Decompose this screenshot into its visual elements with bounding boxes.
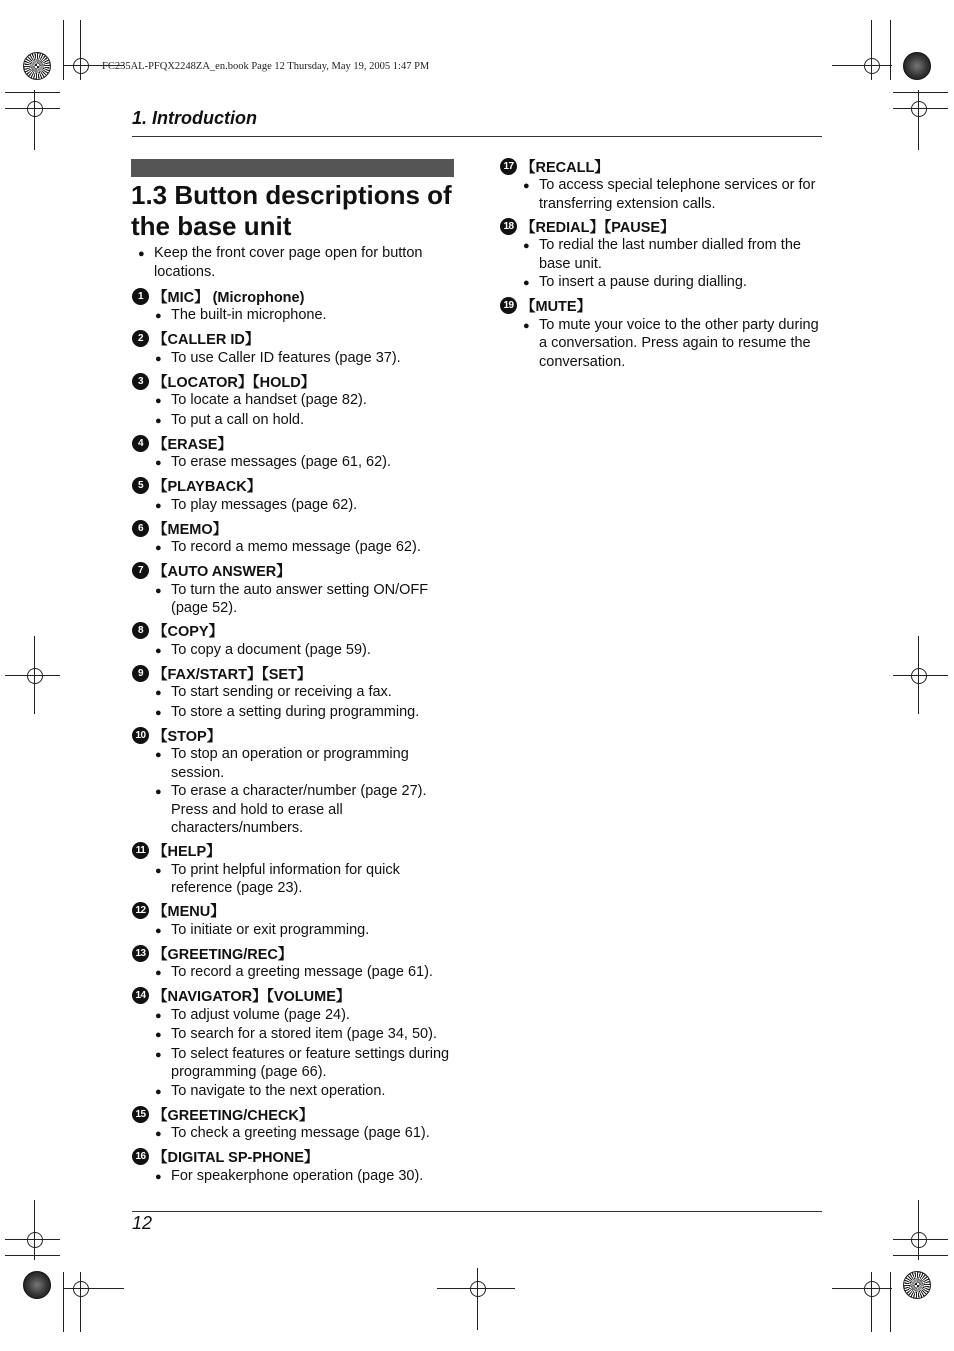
button-entry-heading bbox=[132, 986, 462, 1006]
button-entry-heading bbox=[132, 841, 462, 861]
description-list bbox=[132, 921, 462, 941]
intro-note bbox=[138, 244, 462, 281]
left-column bbox=[132, 244, 462, 1188]
description-text: To search for a stored item (page 34, 50). bbox=[171, 1026, 437, 1042]
crosshair-mark bbox=[911, 101, 927, 117]
description-item bbox=[155, 496, 462, 516]
button-entry bbox=[132, 986, 462, 1102]
button-name: 【HELP】 bbox=[153, 844, 221, 860]
description-text: To mute your voice to the other party during a conversation. Press again to resume the conversation. bbox=[539, 316, 819, 370]
callout-number-icon: 18 bbox=[500, 218, 517, 235]
callout-number-icon: 14 bbox=[132, 987, 149, 1004]
crop-line bbox=[5, 1239, 60, 1240]
crop-line bbox=[893, 92, 948, 93]
button-name: 【CALLER ID】 bbox=[153, 332, 260, 348]
button-entry-heading bbox=[500, 216, 830, 236]
description-item bbox=[523, 176, 830, 213]
crop-line bbox=[5, 92, 60, 93]
description-text: To redial the last number dialled from the base unit. bbox=[539, 237, 801, 272]
button-entry-heading bbox=[132, 476, 462, 496]
crop-line bbox=[63, 1272, 64, 1332]
description-item bbox=[155, 306, 462, 326]
button-name: 【GREETING/CHECK】 bbox=[153, 1107, 314, 1124]
crosshair-mark bbox=[864, 1281, 880, 1297]
bullet-icon: ● bbox=[155, 749, 162, 761]
crosshair-mark bbox=[27, 101, 43, 117]
description-text: To navigate to the next operation. bbox=[171, 1082, 386, 1099]
callout-number-icon: 17 bbox=[500, 158, 517, 175]
button-name: 【MIC】 (Microphone) bbox=[153, 289, 305, 306]
bullet-icon: ● bbox=[155, 1009, 162, 1022]
button-name: 【GREETING/REC】 bbox=[153, 946, 293, 963]
crop-line bbox=[5, 1255, 60, 1256]
button-entry-heading bbox=[132, 286, 462, 306]
button-entry-heading bbox=[500, 296, 830, 316]
callout-number-icon: 15 bbox=[132, 1106, 149, 1123]
callout-number-icon: 3 bbox=[132, 373, 149, 390]
description-item bbox=[155, 641, 462, 661]
crop-line bbox=[918, 90, 919, 150]
callout-number-icon: 2 bbox=[132, 330, 149, 347]
description-item bbox=[155, 1082, 462, 1102]
page-number: 12 bbox=[132, 1213, 153, 1233]
button-entry bbox=[132, 371, 462, 430]
button-entry-heading bbox=[132, 1147, 462, 1167]
chapter-heading: 1. Introduction bbox=[132, 108, 257, 128]
description-text: To record a greeting message (page 61). bbox=[171, 964, 433, 980]
description-text: To put a call on hold. bbox=[171, 411, 305, 428]
button-entry-heading bbox=[132, 725, 462, 745]
intro-text: Keep the front cover page open for button locations. bbox=[154, 245, 423, 280]
crop-line bbox=[918, 636, 919, 714]
crosshair-mark bbox=[911, 668, 927, 684]
crop-line bbox=[893, 675, 948, 676]
description-item bbox=[155, 538, 462, 558]
bullet-icon: ● bbox=[523, 277, 530, 289]
bullet-icon: ● bbox=[523, 240, 530, 252]
description-item bbox=[155, 581, 462, 618]
description-list bbox=[132, 1006, 462, 1102]
button-entry bbox=[132, 561, 462, 618]
crosshair-mark bbox=[27, 668, 43, 684]
bullet-icon: ● bbox=[155, 457, 162, 469]
button-name: 【FAX/START】【SET】 bbox=[153, 666, 312, 683]
crop-line bbox=[890, 1272, 891, 1332]
bullet-icon: ● bbox=[523, 319, 530, 332]
bullet-icon: ● bbox=[155, 864, 162, 877]
button-name: 【MUTE】 bbox=[521, 299, 592, 315]
description-list bbox=[132, 581, 462, 618]
crosshair-mark bbox=[27, 1232, 43, 1248]
description-item bbox=[155, 745, 462, 782]
crosshair-mark bbox=[911, 1232, 927, 1248]
button-entry bbox=[132, 901, 462, 941]
callout-number-icon: 16 bbox=[132, 1148, 149, 1165]
button-entry bbox=[132, 1147, 462, 1187]
callout-number-icon: 5 bbox=[132, 477, 149, 494]
section-title-bar bbox=[131, 159, 454, 177]
button-entry bbox=[132, 841, 462, 898]
bullet-icon: ● bbox=[155, 687, 162, 699]
description-item bbox=[155, 963, 462, 983]
description-list bbox=[132, 306, 462, 326]
crop-line bbox=[80, 1272, 81, 1332]
button-name: 【NAVIGATOR】【VOLUME】 bbox=[153, 989, 351, 1005]
description-item bbox=[155, 349, 462, 369]
callout-number-icon: 11 bbox=[132, 842, 149, 859]
description-item bbox=[155, 782, 462, 838]
button-name: 【REDIAL】【PAUSE】 bbox=[521, 219, 675, 236]
description-text: The built-in microphone. bbox=[171, 307, 327, 323]
button-name: 【LOCATOR】【HOLD】 bbox=[153, 374, 316, 391]
bullet-icon: ● bbox=[155, 352, 162, 365]
description-list bbox=[132, 641, 462, 661]
crop-line bbox=[477, 1268, 478, 1330]
crop-line bbox=[63, 20, 64, 80]
description-list bbox=[132, 1167, 462, 1187]
crop-line bbox=[893, 1239, 948, 1240]
description-list bbox=[500, 236, 830, 293]
button-name: 【AUTO ANSWER】 bbox=[153, 564, 291, 580]
button-entry-heading bbox=[132, 1104, 462, 1124]
registration-mark-top-right bbox=[903, 52, 931, 80]
crop-line bbox=[871, 20, 872, 80]
crosshair-mark bbox=[73, 58, 89, 74]
description-item bbox=[523, 273, 830, 293]
button-entry bbox=[132, 433, 462, 473]
bullet-icon: ● bbox=[155, 1029, 162, 1041]
description-text: To copy a document (page 59). bbox=[171, 641, 371, 658]
description-list bbox=[500, 176, 830, 213]
description-text: To erase a character/number (page 27). Press and hold to erase all characters/numbers. bbox=[171, 783, 427, 836]
description-item bbox=[155, 1025, 462, 1045]
bullet-icon: ● bbox=[155, 1128, 162, 1140]
crop-line bbox=[871, 1272, 872, 1332]
callout-number-icon: 19 bbox=[500, 297, 517, 314]
button-entry bbox=[500, 156, 830, 213]
button-name: 【COPY】 bbox=[153, 624, 224, 640]
button-entry bbox=[132, 476, 462, 516]
bullet-icon: ● bbox=[155, 395, 162, 407]
button-entry bbox=[132, 943, 462, 983]
crop-line bbox=[893, 108, 948, 109]
crop-line bbox=[5, 108, 60, 109]
bullet-icon: ● bbox=[155, 1170, 162, 1183]
crop-line bbox=[80, 20, 81, 80]
description-text: To check a greeting message (page 61). bbox=[171, 1125, 430, 1141]
crop-line bbox=[34, 90, 35, 150]
button-entry-heading bbox=[132, 371, 462, 391]
crop-line bbox=[832, 1288, 892, 1289]
button-entry-heading bbox=[132, 433, 462, 453]
crop-line bbox=[893, 1255, 948, 1256]
callout-number-icon: 10 bbox=[132, 727, 149, 744]
crosshair-mark bbox=[470, 1281, 486, 1297]
button-entry-heading bbox=[132, 561, 462, 581]
description-item bbox=[155, 453, 462, 473]
page-title: 1.3 Button descriptions of the base unit bbox=[131, 180, 452, 241]
button-entry-heading bbox=[132, 329, 462, 349]
description-list bbox=[132, 349, 462, 369]
description-item bbox=[155, 861, 462, 898]
description-text: To print helpful information for quick reference (page 23). bbox=[171, 861, 400, 896]
bullet-icon: ● bbox=[155, 310, 162, 322]
description-list bbox=[132, 453, 462, 473]
description-text: To turn the auto answer setting ON/OFF (page 52). bbox=[171, 581, 429, 616]
print-header: FC235AL-PFQX2248ZA_en.book Page 12 Thursday, May 19, 2005 1:47 PM bbox=[102, 61, 430, 72]
header-rule bbox=[132, 136, 822, 137]
callout-number-icon: 9 bbox=[132, 665, 149, 682]
description-text: To erase messages (page 61, 62). bbox=[171, 454, 392, 470]
crop-line bbox=[918, 1200, 919, 1260]
bullet-icon: ● bbox=[138, 248, 145, 260]
description-item bbox=[155, 921, 462, 941]
button-name: 【MENU】 bbox=[153, 904, 225, 920]
description-text: To store a setting during programming. bbox=[171, 703, 420, 720]
button-list-right bbox=[500, 156, 830, 371]
button-entry bbox=[132, 1104, 462, 1144]
button-entry-heading bbox=[132, 901, 462, 921]
description-list bbox=[132, 683, 462, 722]
button-entry bbox=[132, 286, 462, 326]
callout-number-icon: 13 bbox=[132, 945, 149, 962]
description-text: To use Caller ID features (page 37). bbox=[171, 349, 401, 366]
callout-number-icon: 12 bbox=[132, 902, 149, 919]
crosshair-mark bbox=[864, 58, 880, 74]
button-name: 【ERASE】 bbox=[153, 436, 232, 453]
button-list-left bbox=[132, 286, 462, 1186]
button-entry-heading bbox=[132, 621, 462, 641]
footer-rule bbox=[132, 1211, 822, 1212]
callout-number-icon: 6 bbox=[132, 520, 149, 537]
crop-line bbox=[437, 1288, 515, 1289]
button-entry bbox=[500, 216, 830, 293]
description-text: To record a memo message (page 62). bbox=[171, 539, 421, 555]
description-item bbox=[155, 391, 462, 411]
bullet-icon: ● bbox=[155, 786, 162, 798]
callout-number-icon: 4 bbox=[132, 435, 149, 452]
bullet-icon: ● bbox=[155, 644, 162, 657]
callout-number-icon: 1 bbox=[132, 288, 149, 305]
bullet-icon: ● bbox=[155, 967, 162, 979]
button-entry bbox=[132, 621, 462, 661]
button-entry bbox=[132, 725, 462, 838]
description-text: To access special telephone services or for transferring extension calls. bbox=[539, 177, 816, 212]
button-name: 【RECALL】 bbox=[521, 159, 609, 176]
crop-line bbox=[832, 65, 892, 66]
description-list bbox=[132, 963, 462, 983]
description-text: To start sending or receiving a fax. bbox=[171, 684, 392, 700]
bullet-icon: ● bbox=[155, 924, 162, 937]
description-text: To insert a pause during dialling. bbox=[539, 274, 747, 290]
bullet-icon: ● bbox=[155, 584, 162, 597]
button-entry bbox=[132, 663, 462, 722]
button-entry-heading bbox=[132, 518, 462, 538]
bullet-icon: ● bbox=[155, 706, 162, 719]
description-text: To initiate or exit programming. bbox=[171, 921, 370, 938]
registration-mark-top-left bbox=[23, 52, 51, 80]
description-text: To play messages (page 62). bbox=[171, 496, 358, 513]
right-column bbox=[500, 153, 830, 373]
description-list bbox=[132, 861, 462, 898]
bullet-icon: ● bbox=[523, 180, 530, 192]
button-name: 【MEMO】 bbox=[153, 521, 228, 538]
crop-line bbox=[890, 20, 891, 80]
description-item bbox=[155, 1045, 462, 1082]
description-text: To stop an operation or programming session. bbox=[171, 746, 409, 781]
bullet-icon: ● bbox=[155, 1048, 162, 1061]
crop-line bbox=[34, 636, 35, 714]
description-item bbox=[155, 683, 462, 703]
crosshair-mark bbox=[73, 1281, 89, 1297]
description-list bbox=[132, 538, 462, 558]
button-entry bbox=[500, 296, 830, 372]
button-entry-heading bbox=[132, 943, 462, 963]
button-entry bbox=[132, 329, 462, 369]
description-text: To adjust volume (page 24). bbox=[171, 1006, 350, 1023]
button-entry-heading bbox=[500, 156, 830, 176]
description-list bbox=[132, 1124, 462, 1144]
description-text: To locate a handset (page 82). bbox=[171, 392, 367, 408]
description-list bbox=[132, 391, 462, 430]
description-text: To select features or feature settings during programming (page 66). bbox=[171, 1045, 450, 1080]
button-name: 【STOP】 bbox=[153, 728, 222, 745]
crop-line bbox=[34, 1200, 35, 1260]
crop-line bbox=[5, 675, 60, 676]
callout-number-icon: 8 bbox=[132, 622, 149, 639]
registration-mark-bottom-left bbox=[23, 1271, 51, 1299]
description-item bbox=[155, 411, 462, 431]
bullet-icon: ● bbox=[155, 542, 162, 554]
button-entry-heading bbox=[132, 663, 462, 683]
bullet-icon: ● bbox=[155, 499, 162, 512]
description-list bbox=[500, 316, 830, 372]
button-entry bbox=[132, 518, 462, 558]
bullet-icon: ● bbox=[155, 414, 162, 427]
callout-number-icon: 7 bbox=[132, 562, 149, 579]
button-name: 【PLAYBACK】 bbox=[153, 479, 262, 495]
button-name: 【DIGITAL SP-PHONE】 bbox=[153, 1150, 319, 1166]
crop-line bbox=[64, 1288, 124, 1289]
description-item bbox=[155, 703, 462, 723]
description-item bbox=[155, 1006, 462, 1026]
bullet-icon: ● bbox=[155, 1085, 162, 1098]
description-text: For speakerphone operation (page 30). bbox=[171, 1167, 424, 1184]
description-item bbox=[523, 236, 830, 273]
description-list bbox=[132, 496, 462, 516]
description-item bbox=[155, 1167, 462, 1187]
description-list bbox=[132, 745, 462, 838]
registration-mark-bottom-right bbox=[903, 1271, 931, 1299]
description-item bbox=[155, 1124, 462, 1144]
description-item bbox=[523, 316, 830, 372]
